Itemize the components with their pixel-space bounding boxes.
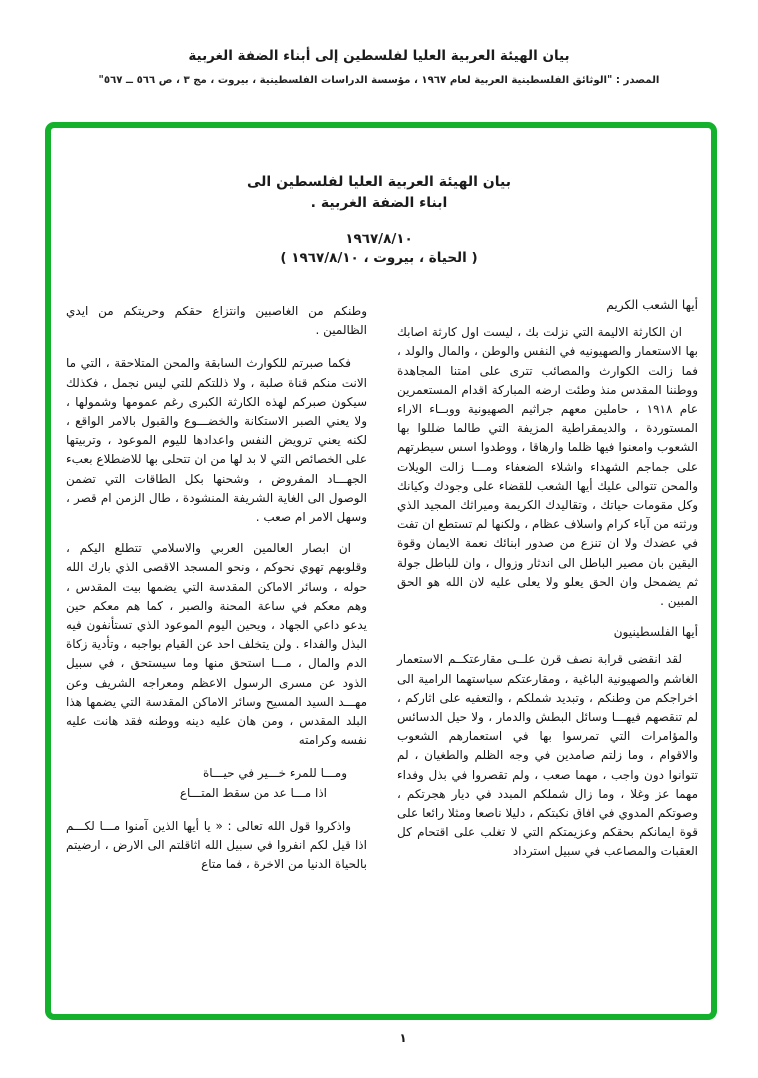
page-title: بيان الهيئة العربية العليا لفلسطين إلى أبناء الضفة الغربية [188, 48, 570, 64]
document-title-block [0, 172, 758, 266]
page-header [0, 48, 758, 86]
paragraph-1: ان الكارثة الاليمة التي نزلت بك ، ليست اول كارثة اصابك بها الاستعمار والصهيونيه في النفس والوطن ، والمال والولد ، فما زالت الكوارث والمصائب تترى على امتنا المجاهدة ووطننا المقدس منذ وطئت ارضه المباركة اقدام المستعمرين عام ١٩١٨ ، حاملين معهم جراثيم الصهيونية ووبــاء الاراء المستوردة ، والديمقراطية المزيفة التي طالما ضللوا بها الشعوب وامعنوا فيها ظلما وارهاقا ، ووطدوا اسس سيطرتهم على جماجم الشهداء واشلاء الضعفاء ومـــا زالت الويلات والمحن تتوالى عليك أيها الشعب للقضاء على وجودك وكيانك وكل مقومات حياتك ، وتقاليدك الكريمة وميراثك المجيد الذي ورثته من آباء كرام واسلاف عظام ، ولكنها لم تستطع ان تفت في عضدك ولا ان تنزع من صدور ابنائك نعمة الايمان وقوة اليقين بان مصير الباطل الى اندثار وزوال ، وان للباطل جولة ثم يضمحل وان الحق يعلو ولا يعلى عليه لان الله هو الحق المبين . [397, 325, 698, 609]
paragraph-2: لقد انقضى قرابة نصف قرن علــى مقارعتكــم الاستعمار الغاشم والصهيونية الباغية ، ومقارعتكم سياستهما الرامية الى اخراجكم من وطنكم ، وتبديد شملكم ، والتعفيه على اثاركم ، لم تنقصهم فيهـــا وسائل البطش والدمار ، ولا حيل الدسائس والمؤامرات التي تمرسوا بها في استعمارهم الشعوب والاقوام ، وما زلتم صامدين في وجه الظلم والطغيان ، لم تتوانوا دون واجب ، مهما صعب ، ولم تقصروا في بذل وفداء مهما عز وغلا ، وما زال شملكم المبدد في ديار هجرتكم ، وصوتكم المدوي في افاق نكبتكم ، دليلا ناصعا ومثلا رائعا على قوة ايمانكم بحقكم وعزيمتكم التي لا تغلب على اقتحام كل العقبات والمصاعب في سبيل استرداد [397, 652, 698, 859]
source-citation: المصدر : "الوثائق الفلسطينية العربية لعام ١٩٦٧ ، مؤسسة الدراسات الفلسطينية ، بيروت ، مج ٣ ، ص ٥٦٦ ــ ٥٦٧" [98, 75, 660, 86]
column-left [66, 302, 367, 886]
document-source-citation: ( الحياة ، بيروت ، ١٩٦٧/٨/١٠ ) [280, 250, 478, 266]
poetry-verse [66, 764, 367, 802]
paragraph-3: وطنكم من الغاصبين وانتزاع حقكم وحريتكم من ايدي الظالمين . [66, 304, 367, 338]
paragraph-6: واذكروا قول الله تعالى : « يا أيها الذين آمنوا مـــا لكـــم اذا قيل لكم انفروا في سبيل الله اثاقلتم الى الارض ، ارضيتم بالحياة الدنيا من الاخرة ، فما متاع [66, 818, 367, 872]
verse-line-1: ومـــا للمرء خـــير في حيـــاة [203, 766, 347, 781]
page-number: ١ [399, 1031, 407, 1045]
verse-line-2: اذا مـــا عد من سقط المتـــاع [179, 785, 327, 800]
document-title-line2: ابناء الضفة الغربية . [310, 195, 448, 211]
paragraph-5: ان ابصار العالمين العربي والاسلامي تتطلع اليكم ، وقلوبهم تهوي نحوكم ، ونحو المسجد الاقصى الذي بارك الله حوله ، وسائر الاماكن المقدسة التي يضمها بيت المقدس ، وهم معكم في ساعة المحنة والصبر ، كما هم معكم حين يدعو داعي الجهاد ، ويحين اليوم الموعود الذي تستأنفون فيه البذل والفداء . ولن يتخلف احد عن القيام بواجبه ، وتأدية زكاة الدم والمال ، مـــا استحق منها وما سيستحق ، في سبيل الذود عن مسرى الرسول الاعظم ومعراجه الشريف وعن مهـــد السيد المسيح وسائر الاماكن المقدسة التي يضمها هذا البلد المقدس ، ومن هان عليه دينه ووطنه فقد هانت عليه نفسه وكرامته [66, 541, 367, 748]
column-right [397, 296, 698, 874]
paragraph-4: فكما صبرتم للكوارث السابقة والمحن المتلاحقة ، التي ما الانت منكم قناة صلبة ، ولا ذللتكم للتي ليس نجمل ، فكذلك سيكون صبركم لهذه الكارثة الكبرى رغم عمومها وشمولها ، ولا يعني الصبر الاستكانة والخضـــوع والقبول بالامر الواقع ، لكنه يعني ترويض النفس واعدادها لليوم الموعود ، وتربيتها على الخصائص التي لا بد لها من ان تتحلى بها للاضطلاع بعبء الجهـــاد المفروض ، وشحنها بكل الطاقات التي تضمن الوصول الى الغاية الشريفة المنشودة ، طال الزمن ام قصر ، وسهل الامر ام صعب . [66, 356, 367, 525]
document-date: ١٩٦٧/٨/١٠ [345, 231, 413, 247]
heading-dear-people: أيها الشعب الكريم [606, 298, 698, 312]
document-title-line1: بيان الهيئة العربية العليا لفلسطين الى [246, 174, 511, 190]
document-title [0, 172, 758, 214]
heading-dear-palestinians: أيها الفلسطينيون [613, 625, 698, 640]
